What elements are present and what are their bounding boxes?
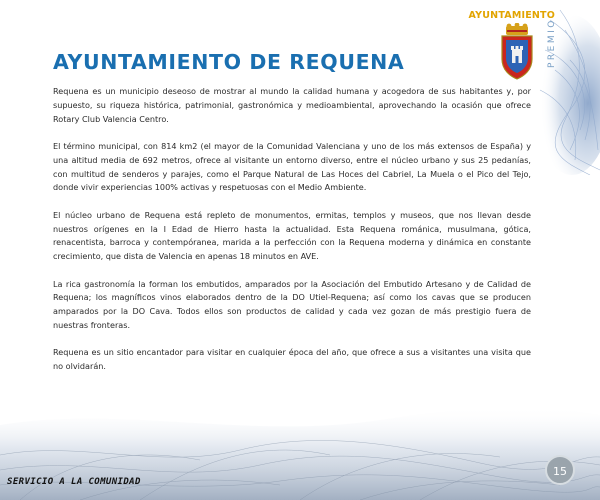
page-title: AYUNTAMIENTO DE REQUENA xyxy=(53,50,405,74)
footer-section-label: SERVICIO A LA COMUNIDAD xyxy=(7,477,141,487)
paragraph: Requena es un sitio encantador para visitar en cualquier época del año, que ofrece a sus a visitantes una visita que no olvidarán. xyxy=(53,347,531,372)
paragraph: La rica gastronomía la forman los embutidos, amparados por la Asociación del Embutido Artesano y de Calidad de Requena; los magníficos vinos elaborados dentro de la DO Utiel-Requena; así como los cavas que se producen amparados por la DO Cava. Todos ellos son productos de calidad y cada vez gozan de más prestigio fuera de nuestras fronteras. xyxy=(53,278,531,330)
coat-of-arms-icon xyxy=(497,23,537,81)
paragraph: El núcleo urbano de Requena está repleto de monumentos, ermitas, templos y museos, que nos llevan desde nuestros orígenes en la I Edad de Hierro hasta la actualidad. Esta Requena románica, musulmana, gótica, renacentista, barroca y contempóranea, marida a la perfección con la Requena moderna y dinámica en constante crecimiento, que dista de Valencia en apenas 18 minutos en AVE. xyxy=(53,209,531,262)
paragraph: El término municipal, con 814 km2 (el mayor de la Comunidad Valenciana y uno de los más extensos de España) y una altitud media de 692 metros, ofrece al visitante un entorno diverso, entre el núcleo urbano y sus 25 pedanías, con multitud de senderos y parajes, como el Parque Natural de Las Hoces del Cabriel, La Muela o el Pico del Tejo, donde vivir experiencias 100% activas y respetuosas con el Medio Ambiente. xyxy=(53,140,531,193)
award-badge-label: PREMIO xyxy=(547,18,557,68)
organization-label: AYUNTAMIENTO xyxy=(468,10,555,21)
page-number-badge: 15 xyxy=(545,455,575,485)
paragraph: Requena es un municipio deseoso de mostrar al mundo la calidad humana y acogedora de sus habitantes y, por supuesto, su riqueza histórica, patrimonial, gastronómica y medioambiental, aprovechando la ocasión que ofrece Rotary Club Valencia Centro. xyxy=(53,86,531,124)
article-body xyxy=(53,85,531,388)
